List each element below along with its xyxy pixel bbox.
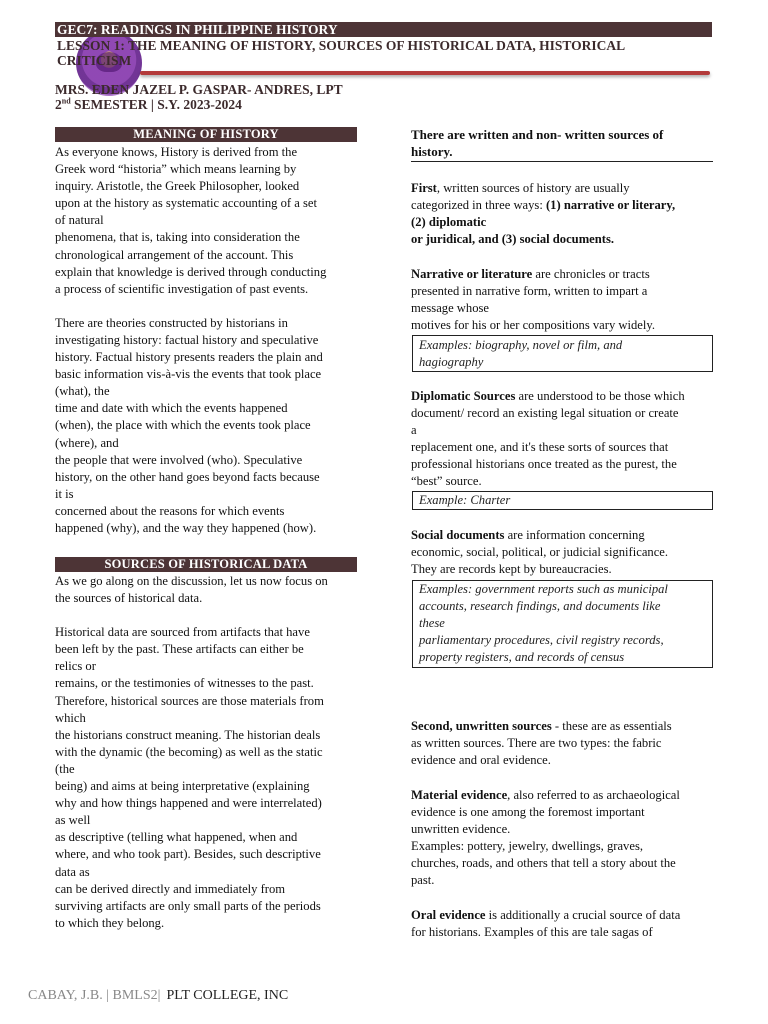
text-line: investigating history: factual history and speculative [55, 332, 319, 347]
heading-line: history. [411, 144, 453, 159]
text-span: - these are as essentials [551, 719, 672, 733]
diplomatic-label: Diplomatic Sources [411, 389, 516, 403]
social-documents-paragraph [411, 527, 716, 578]
text-span: categorized in three ways: [411, 198, 546, 213]
text-line: chronological arrangement of the account. This [55, 247, 294, 262]
first-written-paragraph [411, 180, 716, 248]
text-line: as descriptive (telling what happened, when and [55, 830, 298, 845]
text-line: As everyone knows, History is derived from the [55, 145, 298, 159]
text-line: as written sources. There are two types: the fabric [411, 736, 662, 751]
text-span: are understood to be those which [515, 389, 685, 403]
text-line: being) and aims at being interpretative (explaining [55, 779, 310, 794]
text-line: As we go along on the discussion, let us now focus on [55, 574, 328, 588]
bold-span: (2) diplomatic [411, 215, 487, 230]
text-line: (the [55, 761, 75, 776]
text-line: it is [55, 486, 74, 501]
text-line: remains, or the testimonies of witnesses to the past. [55, 676, 314, 691]
text-line: document/ record an existing legal situation or create [411, 406, 679, 421]
text-span: , also referred to as archaeological [507, 788, 680, 802]
text-line: replacement one, and it's these sorts of sources that [411, 440, 669, 455]
text-line: data as [55, 864, 90, 879]
heading-line: There are written and non- written sources of [411, 127, 664, 142]
written-sources-heading [411, 126, 713, 162]
first-label: First [411, 181, 437, 195]
unwritten-sources-paragraph [411, 718, 716, 769]
text-line: for historians. Examples of this are tale sagas of [411, 925, 653, 940]
box-line: parliamentary procedures, civil registry records, [419, 633, 664, 647]
text-line: relics or [55, 659, 96, 674]
bold-span: (1) narrative or literary, [545, 198, 676, 213]
footer-college: PLT COLLEGE, INC [166, 988, 289, 1003]
page-footer [28, 988, 288, 1004]
text-line: (what), the [55, 384, 110, 399]
text-line: a [411, 423, 417, 438]
text-line: as well [55, 813, 91, 828]
text-line: time and date with which the events happened [55, 401, 288, 416]
material-evidence-paragraph [411, 787, 716, 890]
text-span: are chronicles or tracts [532, 267, 650, 281]
text-line: of natural [55, 213, 104, 228]
text-line: upon at the history as systematic accounting of a set [55, 196, 317, 211]
section-heading-meaning: MEANING OF HISTORY [55, 127, 357, 142]
oral-label: Oral evidence [411, 908, 486, 922]
text-line: Historical data are sourced from artifacts that have [55, 625, 310, 640]
lesson-title-line1: LESSON 1: THE MEANING OF HISTORY, SOURCES OF HISTORICAL DATA, HISTORICAL [57, 38, 626, 53]
lesson-title [57, 38, 677, 68]
box-line: Examples: biography, novel or film, and [419, 338, 623, 352]
text-line: past. [411, 873, 435, 888]
material-label: Material evidence [411, 788, 508, 802]
text-line: inquiry. Aristotle, the Greek Philosopher, looked [55, 179, 300, 194]
semester-suffix: nd [61, 96, 71, 106]
text-line: the historians construct meaning. The historian deals [55, 727, 321, 742]
sources-section [55, 573, 365, 932]
text-line: surviving artifacts are only small parts of the periods [55, 898, 321, 913]
text-line: basic information vis-à-vis the events that took place [55, 367, 322, 382]
text-line: Greek word “historia” which means learning by [55, 162, 297, 177]
text-line: can be derived directly and immediately from [55, 881, 286, 896]
text-line: concerned about the reasons for which events [55, 503, 285, 518]
lesson-title-line2: CRITICISM [57, 53, 132, 68]
box-line: these [419, 616, 445, 630]
diplomatic-paragraph [411, 388, 716, 491]
text-line: history. Factual history presents readers the plain and [55, 350, 323, 365]
text-line: a process of scientific investigation of past events. [55, 281, 309, 296]
social-examples-box [412, 580, 713, 668]
diplomatic-example-box: Example: Charter [412, 491, 713, 510]
text-span: is additionally a crucial source of data [485, 908, 681, 922]
footer-student: CABAY, J.B. | BMLS2| [28, 988, 161, 1003]
bold-span: or juridical, and (3) social documents. [411, 232, 615, 247]
text-line: professional historians once treated as the purest, the [411, 457, 677, 472]
semester-line [55, 97, 242, 112]
text-line: why and how things happened and were interrelated) [55, 796, 322, 811]
text-span: , written sources of history are usually [436, 181, 630, 195]
text-line: which [55, 710, 86, 725]
text-line: message whose [411, 301, 489, 316]
box-line: accounts, research findings, and documents like [419, 599, 661, 613]
text-line: with the dynamic (the becoming) as well as the static [55, 744, 323, 759]
text-line: They are records kept by bureaucracies. [411, 562, 612, 577]
text-span: are information concerning [504, 528, 645, 542]
narrative-label: Narrative or literature [411, 267, 533, 281]
sources-paragraph-2 [55, 624, 365, 932]
course-title-bar: GEC7: READINGS IN PHILIPPINE HISTORY [55, 22, 712, 37]
text-line: evidence is one among the foremost important [411, 805, 645, 820]
social-label: Social documents [411, 528, 505, 542]
semester-number: 2 [55, 97, 62, 112]
semester-text: SEMESTER | S.Y. 2023-2024 [70, 97, 242, 112]
sources-paragraph-1 [55, 573, 365, 607]
text-line: economic, social, political, or judicial significance. [411, 545, 669, 560]
text-line: the people that were involved (who). Speculative [55, 452, 303, 467]
meaning-paragraph-2 [55, 315, 365, 537]
text-line: phenomena, that is, taking into consideration the [55, 230, 300, 245]
text-line: “best” source. [411, 474, 482, 489]
text-line: Examples: pottery, jewelry, dwellings, graves, [411, 839, 643, 854]
oral-evidence-paragraph [411, 907, 716, 941]
text-line: (where), and [55, 435, 119, 450]
text-line: explain that knowledge is derived through conducting [55, 264, 327, 279]
text-line: motives for his or her compositions vary widely. [411, 318, 656, 333]
text-line: There are theories constructed by historians in [55, 315, 288, 330]
text-line: unwritten evidence. [411, 822, 511, 837]
text-line: history, on the other hand goes beyond facts because [55, 469, 320, 484]
text-line: (when), the place with which the events took place [55, 418, 311, 433]
text-line: where, and who took part). Besides, such descriptive [55, 847, 321, 862]
teacher-name: MRS. EDEN JAZEL P. GASPAR- ANDRES, LPT [55, 82, 343, 97]
text-line: Therefore, historical sources are those materials from [55, 693, 324, 708]
narrative-examples-box [412, 335, 713, 372]
text-line: evidence and oral evidence. [411, 753, 551, 768]
meaning-section [55, 144, 365, 537]
text-line: happened (why), and the way they happened (how). [55, 520, 317, 535]
text-line: been left by the past. These artifacts can either be [55, 642, 304, 657]
text-line: to which they belong. [55, 915, 165, 930]
box-line: Examples: government reports such as municipal [419, 582, 668, 596]
narrative-paragraph [411, 266, 716, 334]
text-line: the sources of historical data. [55, 591, 203, 606]
header-divider [140, 71, 710, 75]
box-line: hagiography [419, 355, 484, 369]
text-line: churches, roads, and others that tell a story about the [411, 856, 676, 871]
section-heading-sources: SOURCES OF HISTORICAL DATA [55, 557, 357, 572]
meaning-paragraph-1 [55, 144, 365, 298]
box-line: property registers, and records of census [419, 650, 625, 664]
text-line: presented in narrative form, written to impart a [411, 284, 648, 299]
second-label: Second, unwritten sources [411, 719, 552, 733]
